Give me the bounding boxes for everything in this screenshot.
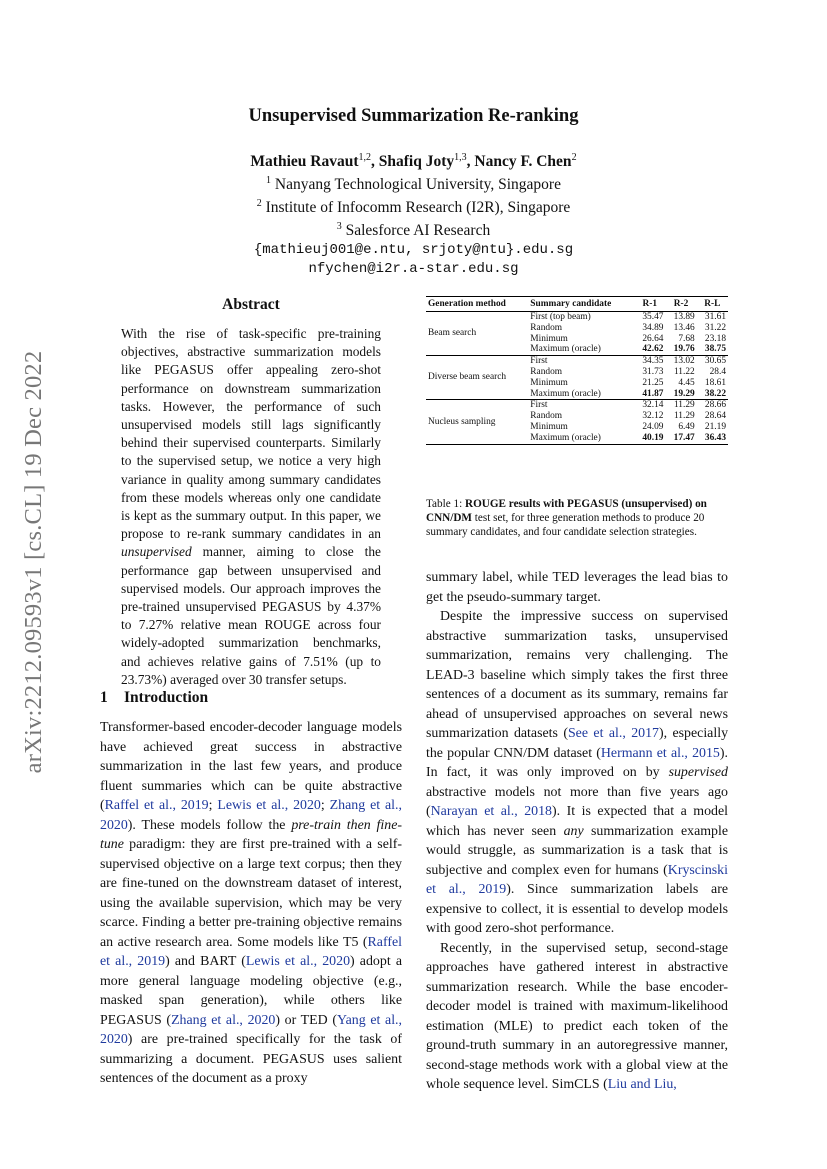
affiliation: $^3$ Salesforce AI Research [336, 221, 491, 240]
score-cell: 13.02 [665, 356, 696, 367]
score-cell: 32.14 [634, 400, 665, 411]
table-header-cell: R-L [697, 297, 728, 312]
candidate-cell: Random [530, 322, 563, 333]
score-cell: 35.47 [642, 312, 664, 322]
score-cell: 11.22 [673, 366, 695, 377]
candidate-cell: First [528, 400, 634, 411]
score-cell: 11.29 [673, 411, 695, 422]
abstract-heading: Abstract [222, 296, 280, 313]
score-cell: 19.76 [673, 344, 695, 355]
arxiv-identifier: arXiv:2212.09593v1 [cs.CL] 19 Dec 2022 [20, 350, 47, 774]
candidate-cell: First [528, 356, 634, 367]
score-cell: 31.22 [704, 322, 726, 333]
citation-link[interactable]: Raffel et al., 2019 [100, 934, 402, 969]
generation-method-cell: Beam search [428, 328, 477, 339]
score-cell: 21.19 [704, 421, 726, 432]
paper-title: Unsupervised Summarization Re-ranking [248, 106, 579, 126]
score-cell: 6.49 [678, 421, 695, 432]
citation-link[interactable]: Narayan et al., 2018 [430, 804, 552, 819]
table-row [426, 400, 728, 411]
score-cell: 28.64 [704, 411, 726, 422]
score-cell: 7.68 [678, 333, 695, 344]
citation-link[interactable]: Hermann et al., 2015 [600, 745, 720, 761]
table-row [426, 312, 728, 323]
score-cell: 24.09 [642, 421, 664, 432]
candidate-cell: Maximum (oracle) [528, 433, 634, 444]
author-block [0, 148, 827, 279]
score-cell: 31.61 [704, 312, 726, 322]
table-caption: Table 1: ROUGE results with PEGASUS (unsupervised) on CNN/DM test set, for three generation methods to produce 20 summary candidates, and four candidate selection strategies. [426, 498, 707, 539]
score-cell: 30.65 [697, 356, 728, 367]
score-cell: 23.18 [704, 333, 726, 344]
score-cell: 19.29 [673, 388, 695, 399]
candidate-cell: Maximum (oracle) [530, 344, 601, 355]
candidate-cell: Random [530, 411, 563, 422]
table-header-cell: Summary candidate [528, 297, 634, 312]
score-cell: 17.47 [665, 433, 696, 444]
score-cell: 26.64 [642, 333, 664, 344]
score-cell: 42.62 [642, 344, 664, 355]
author-names: Mathieu Ravaut$^{1,2}$, Shafiq Joty$^{1,3}$, Nancy F. Chen$^2$ [250, 152, 577, 171]
score-cell: 4.45 [678, 377, 695, 388]
citation-link[interactable]: Lewis et al., 2020 [245, 954, 351, 969]
affiliation: $^2$ Institute of Infocomm Research (I2R), Singapore [256, 198, 571, 217]
score-cell: 18.61 [704, 377, 726, 388]
score-cell: 38.75 [704, 344, 726, 355]
score-cell: 34.35 [634, 356, 665, 367]
email: nfychen@i2r.a-star.edu.sg [308, 260, 519, 277]
intro-paragraph: Transformer-based encoder-decoder language models have achieved great success in abstractive summarization in the last few years, and produce fluent summaries which can be quite abstractive (Raffel et al., 2019; Lewis et al., 2020; Zhang et al., 2020). These models follow the pre-train then fine-tune paradigm: they are first pre-trained with a self-supervised objective on a large text corpus; then they are fine-tuned on the downstream dataset of interest, using the available supervision, which may be very scarce. Finding a better pre-training objective remains an active research area. Some models like T5 (Raffel et al., 2019) and BART (Lewis et al., 2020) adopt a more general language modeling objective (e.g., masked span generation), while others like PEGASUS (Zhang et al., 2020) or TED (Yang et al., 2020) are pre-trained specifically for the task of summarizing a document. PEGASUS uses salient sentences of the document as a proxy [100, 720, 403, 1086]
abstract-text: With the rise of task-specific pre-training objectives, abstractive summarization models like PEGASUS offer appealing zero-shot performance on downstream summarization tasks. However, the performance of such unsupervised models still lags significantly behind their supervised counterparts. Similarly to the supervised setup, we notice a very high variance in quality among summary candidates from these models whereas only one candidate is kept as the summary output. In this paper, we propose to re-rank summary candidates in an unsupervised manner, aiming to close the performance gap between unsupervised and supervised models. Our approach improves the pre-trained unsupervised PEGASUS by 4.37% to 7.27% relative mean ROUGE across four widely-adopted summarization benchmarks, and achieves relative gains of 7.51% (up to 23.73%) averaged over 30 transfer setups. [121, 326, 381, 687]
author-name: Nancy F. Chen [474, 153, 572, 171]
score-cell: 41.87 [642, 388, 664, 399]
candidate-cell: Minimum [530, 421, 568, 432]
citation-link[interactable]: Kryscinski et al., 2019 [426, 862, 728, 897]
score-cell: 11.29 [665, 400, 696, 411]
score-cell: 28.4 [709, 366, 726, 377]
score-cell: 36.43 [697, 433, 728, 444]
score-cell: 13.46 [673, 322, 695, 333]
table-row [426, 356, 728, 367]
author-name: Shafiq Joty [378, 153, 455, 171]
author-name: Mathieu Ravaut [250, 153, 359, 171]
score-cell: 31.73 [642, 366, 664, 377]
score-cell: 40.19 [634, 433, 665, 444]
citation-link[interactable]: Lewis et al., 2020 [217, 798, 321, 813]
generation-method-cell: Nucleus sampling [426, 400, 528, 444]
citation-link[interactable]: Yang et al., 2020 [100, 1012, 403, 1047]
affiliation: $^1$ Nanyang Technological University, Singapore [266, 175, 561, 194]
section-heading-introduction: 1 Introduction [100, 689, 209, 706]
email: {mathieuj001@e.ntu, srjoty@ntu}.edu.sg [253, 241, 574, 258]
score-cell: 21.25 [642, 377, 664, 388]
candidate-cell: Random [530, 366, 563, 377]
table-header-cell: Generation method [426, 297, 528, 312]
right-column-text [426, 568, 728, 1095]
candidate-cell: Minimum [530, 333, 568, 344]
results-table [426, 296, 728, 445]
citation-link[interactable]: Zhang et al., 2020 [171, 1012, 276, 1028]
score-cell: 13.89 [673, 312, 695, 322]
paragraph: Recently, in the supervised setup, second-stage approaches have gathered interest in abstractive summarization research. While the base encoder-decoder model is trained with maximum-likelihood estimation (MLE) to predict each token of the ground-truth summary in an autoregressive manner, second-stage methods work with a global view at the whole sequence level. SimCLS (Liu and Liu, [426, 940, 728, 1092]
citation-link[interactable]: Raffel et al., 2019 [104, 798, 209, 813]
paragraph: summary label, while TED leverages the lead bias to get the pseudo-summary target. [426, 570, 728, 605]
score-cell: 34.89 [642, 322, 664, 333]
candidate-cell: Minimum [530, 377, 568, 388]
citation-link[interactable]: See et al., 2017 [567, 726, 659, 741]
candidate-cell: Maximum (oracle) [530, 388, 601, 399]
citation-link[interactable]: Zhang et al., 2020 [100, 798, 402, 833]
arxiv-sidebar-stamp [10, 350, 58, 774]
candidate-cell: First (top beam) [530, 312, 591, 322]
score-cell: 28.66 [697, 400, 728, 411]
table-header-cell: R-1 [634, 297, 665, 312]
score-cell: 32.12 [642, 411, 664, 422]
paragraph: Despite the impressive success on supervised abstractive summarization tasks, unsupervised summarization, remains very challenging. The LEAD-3 baseline which simply takes the first three sentences of a document as its summary, remains far ahead of unsupervised approaches on several news summarization datasets (See et al., 2017), especially the popular CNN/DM dataset (Hermann et al., 2015). In fact, it was only improved on by supervised abstractive models not more than five years ago (Narayan et al., 2018). It is expected that a model which has never seen any summarization example would struggle, as summarization is a task that is subjective and complex even for humans (Kryscinski et al., 2019). Since summarization labels are expensive to collect, it is essential to develop models with good zero-shot performance. [426, 609, 729, 936]
table-header-cell: R-2 [665, 297, 696, 312]
generation-method-cell: Diverse beam search [426, 356, 528, 400]
citation-link[interactable]: Liu and Liu, [607, 1077, 677, 1092]
score-cell: 38.22 [704, 388, 726, 399]
